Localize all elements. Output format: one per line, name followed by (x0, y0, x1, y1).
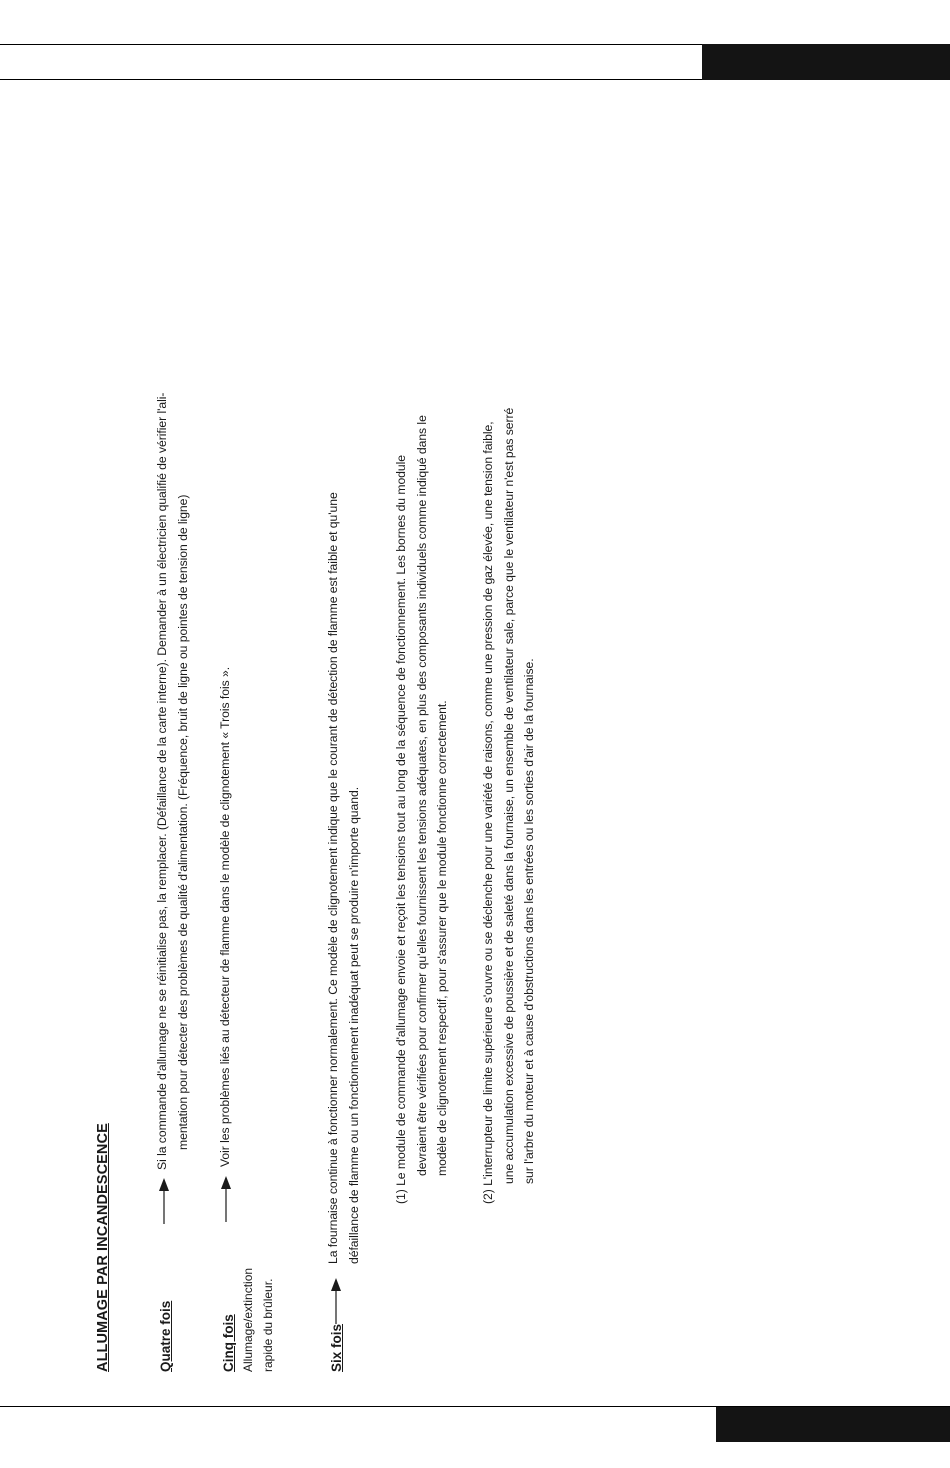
arrow-icon (221, 1176, 231, 1222)
header-bottom-rule (0, 79, 702, 80)
text-line: Si la commande d'allumage ne se réinitialise pas, la remplacer. (Défaillance de la carte interne). Demander à un électricien qualifié de vérifier l'ali- (155, 392, 169, 1170)
arrow-icon (159, 1178, 169, 1224)
text-line: modèle de clignotement respectif, pour s'assurer que le module fonctionne correctement. (435, 700, 449, 1176)
text-line: Voir les problèmes liés au détecteur de flamme dans le modèle de clignotement « Trois fois ». (218, 666, 232, 1167)
text-line: mentation pour détecter des problèmes de qualité d'alimentation. (Fréquence, bruit de ligne ou pointes de tension de ligne) (175, 494, 190, 1150)
quatre-fois-text (152, 393, 193, 1170)
note-line: Allumage/extinction (241, 1267, 255, 1372)
text-line: défaillance de flamme ou un fonctionnement inadéquat peut se produire n'importe quand. (346, 786, 361, 1264)
text-line: (2) L'interrupteur de limite supérieure s'ouvre ou se déclenche pour une variété de raisons, comme une pression de gaz élevée, une tension faible, (481, 421, 495, 1204)
rotated-content (95, 212, 555, 1372)
text-line: (1) Le module de commande d'allumage envoie et reçoit les tensions tout au long de la séquence de fonctionnement. Les bornes du module (394, 454, 408, 1204)
note-line: rapide du brûleur. (261, 1278, 275, 1372)
text-line: une accumulation excessive de poussière et de saleté dans la fournaise, un ensemble de ventilateur sale, parce que le ventilateur n'est pas serré (501, 407, 516, 1184)
six-fois-item-1 (391, 415, 453, 1204)
label-six-fois: Six fois (329, 1323, 344, 1372)
arrow-icon (331, 1278, 341, 1324)
text-line: La fournaise continue à fonctionner normalement. Ce modèle de clignotement indique que le courant de détection de flamme est faible et qu'une (326, 492, 340, 1264)
cinq-fois-text (215, 667, 236, 1167)
footer-tab (716, 1407, 950, 1442)
section-heading: ALLUMAGE PAR INCANDESCENCE (95, 1123, 111, 1372)
header-tab (702, 44, 950, 80)
cinq-fois-note (238, 1268, 278, 1372)
six-fois-item-2 (478, 408, 540, 1204)
text-line: devraient être vérifiées pour confirmer qu'elles fournissent les tensions adéquates, en plus des composants individuels comme indiqué dans le (414, 415, 429, 1176)
six-fois-intro (323, 492, 364, 1264)
label-quatre-fois: Quatre fois (158, 1300, 173, 1372)
text-line: sur l'arbre du moteur et à cause d'obstructions dans les entrées ou les sorties d'air de la fournaise. (522, 658, 536, 1184)
label-cinq-fois: Cinq fois (221, 1314, 236, 1372)
